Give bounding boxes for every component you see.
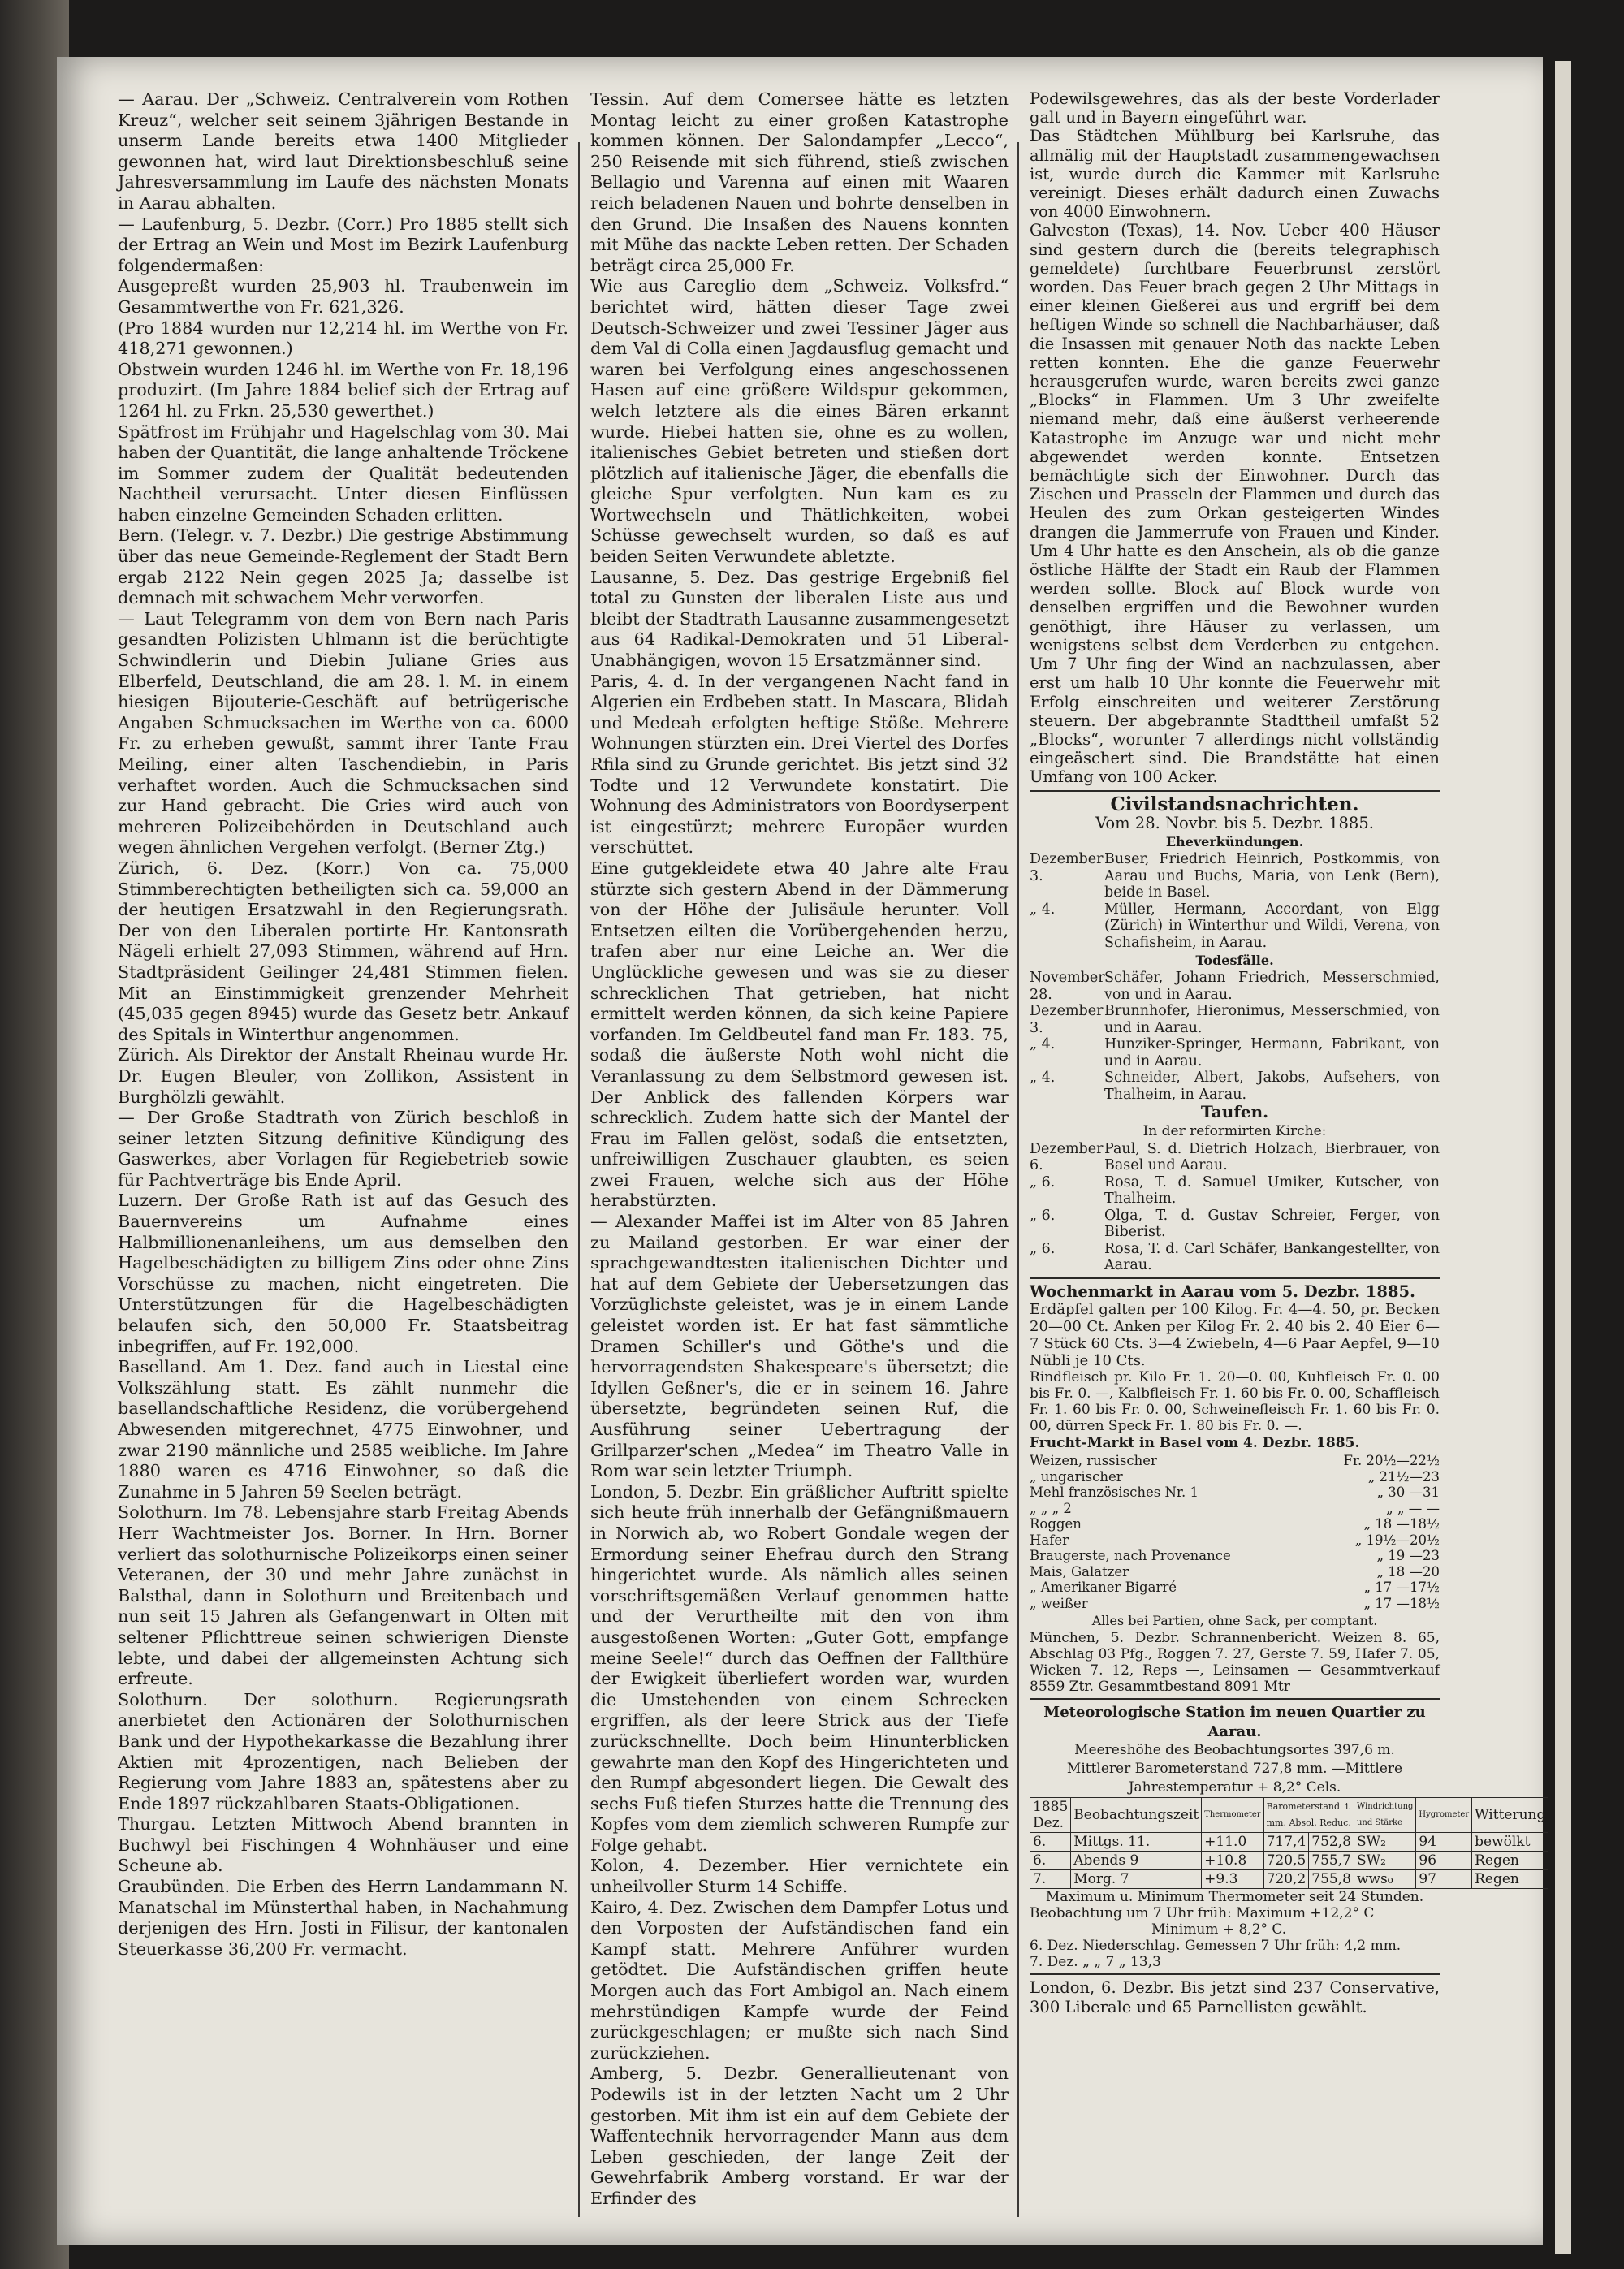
table-row: 6. Abends 9 +10.8 720,5 755,7 SW₂ 96 Regen	[1030, 1852, 1548, 1870]
price-row: Mais, Galatzer „ 18 —20	[1030, 1563, 1440, 1580]
basel-note: Alles bei Partien, ohne Sack, per comptant.	[1091, 1613, 1378, 1629]
table-header: 1885 Dez. Beobachtungszeit Thermometer Barometerstand i. mm. Absol. Reduc. Windrichtung und Stärke Hygrometer Witterung	[1030, 1798, 1548, 1833]
civil-heading: Eheverkündungen.	[1165, 833, 1304, 849]
civil-subheading: In der reformirten Kirche:	[1142, 1122, 1327, 1139]
meteo-footnotes: Maximum u. Minimum Thermometer seit 24 Stunden. Beobachtung um 7 Uhr früh: Maximum +12,2° C Minimum + 8,2° C. 6. Dez. Niederschlag. Gemessen 7 Uhr früh: 4,2 mm. 7. Dez. „ „ 7 „ 13,3	[1030, 1889, 1424, 1971]
article: Wie aus Careglio dem „Schweiz. Volksfrd.“ berichtet wird, hätten dieser Tage zwei Deutsch-Schweizer und zwei Tessiner Jäger aus dem Val di Colla einen Jagdausflug gemacht und waren bei Verfolgung eines angeschossenen Hasen auf eine größere Wildspur gekommen, welch letztere als die eines Bären erkannt wurde. Hiebei hatten sie, ohne es zu wollen, italienisches Gebiet betreten und stießen dort plötzlich auf italienische Jäger, die ebenfalls die gleiche Spur verfolgten. Nun kam es zu Wortwechseln und Thätlichkeiten, wobei Schüsse gewechselt wurden, so daß es auf beiden Seiten Verwundete abletzte.	[590, 276, 1009, 567]
list-item: Dezember 3. Brunnhofer, Hieronimus, Messerschmied, von und in Aarau.	[1030, 1003, 1440, 1036]
article: Zürich, 6. Dez. (Korr.) Von ca. 75,000 Stimmberechtigten betheiligten sich ca. 59,000 an der heutigen Ersatzwahl in den Regierungsrath. Der von den Liberalen portirte Hr. Kantonsrath Nägeli erhielt 27,093 Stimmen, während auf Hrn. Stadtpräsident Geilinger 24,481 Stimmen fielen. Mit an Einstimmigkeit grenzender Mehrheit (45,035 gegen 8945) wurde das Gesetz betr. Ankauf des Spitals in Winterthur angenommen.	[118, 858, 568, 1044]
article: Lausanne, 5. Dez. Das gestrige Ergebniß fiel total zu Gunsten der liberalen Liste aus und bleibt der Stadtrath Lausanne zusammengesetzt aus 64 Radikal-Demokraten und 51 Liberal-Unabhängigen, wovon 15 Ersatzmänner sind.	[590, 567, 1009, 671]
market-text: Erdäpfel galten per 100 Kilog. Fr. 4—4. 50, pr. Becken 20—00 Ct. Anken per Kilog Fr. 2. 40 bis 2. 40 Eier 6—7 Stück 60 Cts. 3—4 Zwiebeln, 4—6 Paar Aepfel, 9—10 Nübli je 10 Cts.	[1030, 1300, 1440, 1369]
column-rule	[1017, 142, 1019, 2217]
list-item: „ 4. Hunziker-Springer, Hermann, Fabrikant, von und in Aarau.	[1030, 1036, 1440, 1070]
price-row: „ „ „ 2 „ „ — —	[1030, 1500, 1440, 1516]
civil-heading: Todesfälle.	[1195, 953, 1274, 969]
article: Spätfrost im Frühjahr und Hagelschlag vom 30. Mai haben der Quantität, die lange anhaltende Tröckene im Sommer zudem der Qualität bedeutenden Nachtheil verursacht. Unter diesen Einflüssen haben einzelne Gemeinden Schaden erlitten.	[118, 421, 568, 525]
column-3	[1030, 89, 1546, 2016]
article: Galveston (Texas), 14. Nov. Ueber 400 Häuser sind gestern durch die (bereits telegraphisch gemeldete) furchtbare Feuerbrunst zerstört worden. Das Feuer brach gegen 2 Uhr Mittags in einer kleinen Gießerei aus und ergriff bei dem heftigen Winde so schnell die Nachbarhäuser, daß die Insassen mit genauer Noth das nackte Leben retten konnten. Ehe die ganze Feuerwehr herausgerufen wurde, waren bereits zwei ganze „Blocks“ in Flammen. Um 3 Uhr zweifelte niemand mehr, daß eine äußerst verheerende Katastrophe im Anzuge war und nicht mehr abgewendet werden konnte. Entsetzen bemächtigte sich der Einwohner. Durch das Zischen und Prasseln der Flammen und durch das Heulen des zum Orkan gesteigerten Windes drangen die Jammerrufe von Frauen und Kinder. Um 4 Uhr hatte es den Anschein, als ob die ganze östliche Hälfte der Stadt ein Raub der Flammen werden sollte. Block auf Block wurde von denselben ergriffen und die Bewohner wurden genöthigt, ihre Häuser zu verlassen, um wenigstens selbst dem Verderben zu entgehen. Um 7 Uhr fing der Wind an nachzulassen, aber erst um halb 10 Uhr konnte die Feuerwehr mit Erfolg einschreiten und weiterer Zerstörung steuern. Der abgebrannte Stadttheil umfaßt 52 „Blocks“, worunter 7 allerdings nicht vollständig eingeäschert sind. Die Brandstätte hat einen Umfang von 100 Acker.	[1030, 221, 1440, 787]
civil-list	[1030, 970, 1440, 1103]
article: — Aarau. Der „Schweiz. Centralverein vom Rothen Kreuz“, welcher seit seinem 3jährigen Bestande in unserm Lande bereits etwa 1400 Mitglieder gewonnen hat, wird laut Direktionsbeschluß seine Jahresversammlung im Laufe des nächsten Monats in Aarau abhalten.	[118, 89, 568, 213]
article: (Pro 1884 wurden nur 12,214 hl. im Werthe von Fr. 418,271 gewonnen.)	[118, 318, 568, 359]
table-row: 7. Morg. 7 +9.3 720,2 755,8 wws₀ 97 Regen	[1030, 1870, 1548, 1889]
list-item: „ 6. Olga, T. d. Gustav Schreier, Ferger, von Biberist.	[1030, 1207, 1440, 1241]
price-row: Weizen, russischer Fr. 20½—22½	[1030, 1453, 1440, 1469]
price-row: „ ungarischer „ 21½—23	[1030, 1468, 1440, 1485]
meteo-title: Meteorologische Station im neuen Quartier zu Aarau.	[1043, 1704, 1426, 1740]
list-item: „ 6. Rosa, T. d. Samuel Umiker, Kutscher, von Thalheim.	[1030, 1173, 1440, 1208]
column-rule	[578, 142, 580, 2217]
article: Ausgepreßt wurden 25,903 hl. Traubenwein im Gesammtwerthe von Fr. 621,326.	[118, 276, 568, 317]
civil-list	[1030, 1141, 1440, 1274]
market-meat: Rindfleisch pr. Kilo Fr. 1. 20—0. 00, Kuhfleisch Fr. 0. 00 bis Fr. 0. —, Kalbfleisch Fr. 1. 60 bis Fr. 0. 00, Schaffleisch Fr. 1. 60 bis Fr. 0. 00, Schweinefleisch Fr. 1. 60 bis Fr. 0. 00, dürren Speck Fr. 1. 80 bis Fr. 0. —.	[1030, 1368, 1440, 1434]
list-item: November 28. Schäfer, Johann Friedrich, Messerschmied, von und in Aarau.	[1030, 970, 1440, 1003]
list-item: „ 4. Schneider, Albert, Jakobs, Aufsehers, von Thalheim, in Aarau.	[1030, 1070, 1440, 1103]
article: Kolon, 4. Dezember. Hier vernichtete ein unheilvoller Sturm 14 Schiffe.	[590, 1856, 1009, 1897]
list-item: „ 4. Müller, Hermann, Accordant, von Elgg (Zürich) in Winterthur und Wildi, Verena, von Schafisheim, in Aarau.	[1030, 901, 1440, 951]
article: Kairo, 4. Dez. Zwischen dem Dampfer Lotus und den Vorposten der Aufständischen fand ein Kampf statt. Mehrere Anführer wurden getödtet. Die Aufständischen griffen heute Morgen auch das Fort Ambigol an. Nach einem mehrstündigen Kampfe wurde der Feind zurückgeschlagen; er mußte sich nach Sind zurückziehen.	[590, 1897, 1009, 2063]
article: Paris, 4. d. In der vergangenen Nacht fand in Algerien ein Erdbeben statt. In Mascara, Blidah und Medeah erfolgten heftige Stöße. Mehrere Wohnungen stürzten ein. Drei Viertel des Dorfes Rfila sind zu Grunde gerichtet. Bis jetzt sind 32 Todte und 12 Verwundete konstatirt. Die Wohnung des Administrators von Boordyserpent ist eingestürzt; mehrere Europäer wurden verschüttet.	[590, 671, 1009, 858]
article: Solothurn. Der solothurn. Regierungsrath anerbietet den Actionären der Solothurnischen Bank und der Hypothekarkasse die Bezahlung ihrer Aktien mit 4prozentigen, nach Belieben der Regierung vom Jahre 1883 an, spätestens aber zu Ende 1897 rückzahlbaren Staats-Obligationen.	[118, 1689, 568, 1813]
column-2	[590, 89, 1009, 2210]
basel-prices	[1030, 1453, 1440, 1611]
divider	[1030, 790, 1440, 792]
basel-title: Frucht-Markt in Basel vom 4. Dezbr. 1885.	[1030, 1434, 1360, 1451]
article: Thurgau. Letzten Mittwoch Abend brannten in Buchwyl bei Fischingen 4 Wohnhäuser und eine Scheune ab.	[118, 1814, 568, 1876]
divider	[1030, 1277, 1440, 1279]
price-row: Roggen „ 18 —18½	[1030, 1516, 1440, 1532]
article: Obstwein wurden 1246 hl. im Werthe von Fr. 18,196 produzirt. (Im Jahre 1884 belief sich der Ertrag auf 1264 hl. zu Frkn. 25,530 gewerthet.)	[118, 359, 568, 421]
price-row: „ Amerikaner Bigarré „ 17 —17½	[1030, 1580, 1440, 1596]
article: Bern. (Telegr. v. 7. Dezbr.) Die gestrige Abstimmung über das neue Gemeinde-Reglement der Stadt Bern ergab 2122 Nein gegen 2025 Ja; dasselbe ist demnach mit schwachem Mehr verworfen.	[118, 525, 568, 608]
civil-range: Vom 28. Novbr. bis 5. Dezbr. 1885.	[1095, 813, 1374, 832]
article: Graubünden. Die Erben des Herrn Landammann N. Manatschal im Münsterthal haben, in Nachahmung derjenigen des Hrn. Josti in Filisur, der kantonalen Steuerkasse 36,200 Fr. vermacht.	[118, 1877, 568, 1959]
article: Luzern. Der Große Rath ist auf das Gesuch des Bauernvereins um Aufnahme eines Halbmillionenanleihens, um aus demselben den Hagelbeschädigten zu billigem Zins oder ohne Zins Vorschüsse zu machen, nicht eingetreten. Die Unterstützungen für die Hagelbeschädigten belaufen sich, den 50,000 Fr. Staatsbeitrag inbegriffen, auf Fr. 192,000.	[118, 1191, 568, 1356]
list-item: Dezember 3. Buser, Friedrich Heinrich, Postkommis, von Aarau und Buchs, Maria, von Lenk (Bern), beide in Basel.	[1030, 851, 1440, 901]
civil-heading: Taufen.	[1200, 1102, 1269, 1122]
list-item: „ 6. Rosa, T. d. Carl Schäfer, Bankangestellter, von Aarau.	[1030, 1240, 1440, 1274]
market-title: Wochenmarkt in Aarau vom 5. Dezbr. 1885.	[1030, 1281, 1415, 1301]
article: Eine gutgekleidete etwa 40 Jahre alte Frau stürzte sich gestern Abend in der Dämmerung von der Höhe der Julisäule herunter. Voll Entsetzen eilten die Vorübergehenden herzu, trafen aber nur eine Leiche an. Wer die Unglückliche gewesen und was sie zu dieser schrecklichen That getrieben, hat nicht ermittelt werden können, da sich keine Papiere vorfanden. Im Geldbeutel fand man Fr. 183. 75, sodaß die äußerste Noth wohl nicht die Veranlassung zu dem Selbstmord gewesen ist. Der Anblick des fallenden Körpers war schrecklich. Zudem hatte sich der Mantel der Frau im Fallen gelöst, sodaß die entsetzten, unfreiwilligen Zuschauer glaubten, es seien zwei Frauen, welche sich aus der Höhe herabstürzten.	[590, 858, 1009, 1211]
next-page-edge	[1555, 61, 1571, 2254]
article: — Laut Telegramm von dem von Bern nach Paris gesandten Polizisten Uhlmann ist die berüchtigte Schwindlerin und Diebin Juliane Gries aus Elberfeld, Deutschland, die am 28. l. M. in einem hiesigen Bijouterie-Geschäft auf betrügerische Angaben Schmucksachen im Werthe von ca. 6000 Fr. zu erheben gewußt, sammt ihrer Tante Frau Meiling, einer alten Taschendiebin, in Paris verhaftet worden. Auch die Schmucksachen sind zur Hand gebracht. Die Gries wird auch von mehreren Polizeibehörden in Deutschland auch wegen ähnlichen Vergehen verfolgt. (Berner Ztg.)	[118, 608, 568, 858]
article: London, 6. Dezbr. Bis jetzt sind 237 Conservative, 300 Liberale und 65 Parnellisten gewählt.	[1030, 1978, 1440, 2016]
muenchen-report: München, 5. Dezbr. Schrannenbericht. Weizen 8. 65, Abschlag 03 Pfg., Roggen 7. 27, Gerste 7. 59, Hafer 7. 05, Wicken 7. 12, Reps —, Leinsamen — Gesammtverkauf 8559 Ztr. Gesammtbestand 8091 Mtr	[1030, 1630, 1440, 1696]
divider	[1030, 1698, 1440, 1700]
article: Amberg, 5. Dezbr. Generallieutenant von Podewils ist in der letzten Nacht um 2 Uhr gestorben. Mit ihm ist ein auf dem Gebiete der Waffentechnik hervorragender Mann aus dem Leben geschieden, der lange Zeit der Gewehrfabrik Amberg vorstand. Er war der Erfinder des	[590, 2064, 1009, 2208]
civil-list	[1030, 851, 1440, 951]
article: Solothurn. Im 78. Lebensjahre starb Freitag Abends Herr Wachtmeister Jos. Borner. In Hrn. Borner verliert das solothurnische Polizeikorps einen seiner Veteranen, der 30 und mehr Jahre zunächst in Balsthal, dann in Solothurn und Breitenbach und nun seit 15 Jahren als Gefangenwart in Olten mit seltener Pflichttreue seinen schwierigen Dienste lebte, und dabei der allgemeinsten Achtung sich erfreute.	[118, 1502, 568, 1689]
article: Podewilsgewehres, das als der beste Vorderlader galt und in Bayern eingeführt war.	[1030, 89, 1440, 127]
article: Baselland. Am 1. Dez. fand auch in Liestal eine Volkszählung statt. Es zählt nunmehr die basellandschaftliche Residenz, die vorübergehend Abwesenden mitgerechnet, 4775 Einwohner, und zwar 2190 männliche und 2585 weibliche. Im Jahre 1880 waren es 4716 Einwohner, so daß die Zunahme in 5 Jahren 59 Seelen beträgt.	[118, 1357, 568, 1502]
price-row: Braugerste, nach Provenance „ 19 —23	[1030, 1548, 1440, 1564]
article: Das Städtchen Mühlburg bei Karlsruhe, das allmälig mit der Hauptstadt zusammengewachsen ist, wurde durch die Kammer mit Karlsruhe vereinigt. Dieses erhält dadurch einen Zuwachs von 4000 Einwohnern.	[1030, 127, 1440, 222]
article: — Der Große Stadtrath von Zürich beschloß in seiner letzten Sitzung definitive Kündigung des Gaswerkes, aber Vorlagen für Regiebetrieb sowie für Pachtverträge bis Ende April.	[118, 1108, 568, 1190]
price-row: „ weißer „ 17 —18½	[1030, 1595, 1440, 1611]
price-row: Mehl französisches Nr. 1 „ 30 —31	[1030, 1485, 1440, 1501]
article: Zürich. Als Direktor der Anstalt Rheinau wurde Hr. Dr. Eugen Bleuler, von Zollikon, Assistent in Burghölzli gewählt.	[118, 1045, 568, 1107]
table-row: 6. Mittgs. 11. +11.0 717,4 752,8 SW₂ 94 bewölkt	[1030, 1833, 1548, 1852]
civil-title: Civilstandsnachrichten.	[1110, 793, 1359, 815]
article: London, 5. Dezbr. Ein gräßlicher Auftritt spielte sich heute früh innerhalb der Gefängnißmauern in Norwich ab, wo Robert Gondale wegen der Ermordung seiner Ehefrau durch den Strang hingerichtet wurde. Als nämlich alles seinen vorschriftsgemäßen Verlauf genommen hatte und der Verurtheilte mit den von ihm ausgestoßenen Worten: „Guter Gott, empfange meine Seele!“ durch das Oeffnen der Fallthüre der Ewigkeit überliefert worden war, wurden die Umstehenden von einem Schrecken ergriffen, als der leere Strick aus der Tiefe zurückschnellte. Doch beim Hinunterblicken gewahrte man den Kopf des Hingerichteten und den Rumpf abgesondert liegen. Die Gewalt des sechs Fuß tiefen Sturzes hatte die Trennung des Kopfes vom dem ziemlich schweren Rumpfe zur Folge gehabt.	[590, 1481, 1009, 1855]
meteo-line: Meereshöhe des Beobachtungsortes 397,6 m.	[1074, 1741, 1395, 1758]
meteo-line: Mittlerer Barometerstand 727,8 mm. —Mittlere Jahrestemperatur + 8,2° Cels.	[1066, 1760, 1403, 1796]
list-item: Dezember 6. Paul, S. d. Dietrich Holzach, Bierbrauer, von Basel und Aarau.	[1030, 1140, 1440, 1174]
meteo-table	[1030, 1797, 1548, 1889]
article: Tessin. Auf dem Comersee hätte es letzten Montag leicht zu einer großen Katastrophe kommen können. Der Salondampfer „Lecco“, 250 Reisende mit sich führend, stieß zwischen Bellagio und Varenna auf einen mit Waaren reich beladenen Nauen und bohrte denselben in den Grund. Die Insaßen des Nauens konnten mit Mühe das nackte Leben retten. Der Schaden beträgt circa 25,000 Fr.	[590, 89, 1009, 275]
article: — Alexander Maffei ist im Alter von 85 Jahren zu Mailand gestorben. Er war einer der sprachgewandtesten italienischen Dichter und hat auf dem Gebiete der Uebersetzungen das Vorzüglichste geleistet, was je in einem Lande geleistet worden ist. Er hat fast sämmtliche Dramen Schiller's und Göthe's und die hervorragendsten Shakespeare's übersetzt; die Idyllen Geßner's, die er in seinem 16. Jahre übersetzte, begründeten seinen Ruf, die Ausführung seiner Uebertragung der Grillparzer'schen „Medea“ im Theatro Valle in Rom war sein letzter Triumph.	[590, 1212, 1009, 1481]
column-1	[118, 89, 568, 1960]
price-row: Hafer „ 19½—20½	[1030, 1532, 1440, 1548]
divider	[1030, 1973, 1440, 1975]
article: — Laufenburg, 5. Dezbr. (Corr.) Pro 1885 stellt sich der Ertrag an Wein und Most im Bezirk Laufenburg folgendermaßen:	[118, 214, 568, 275]
